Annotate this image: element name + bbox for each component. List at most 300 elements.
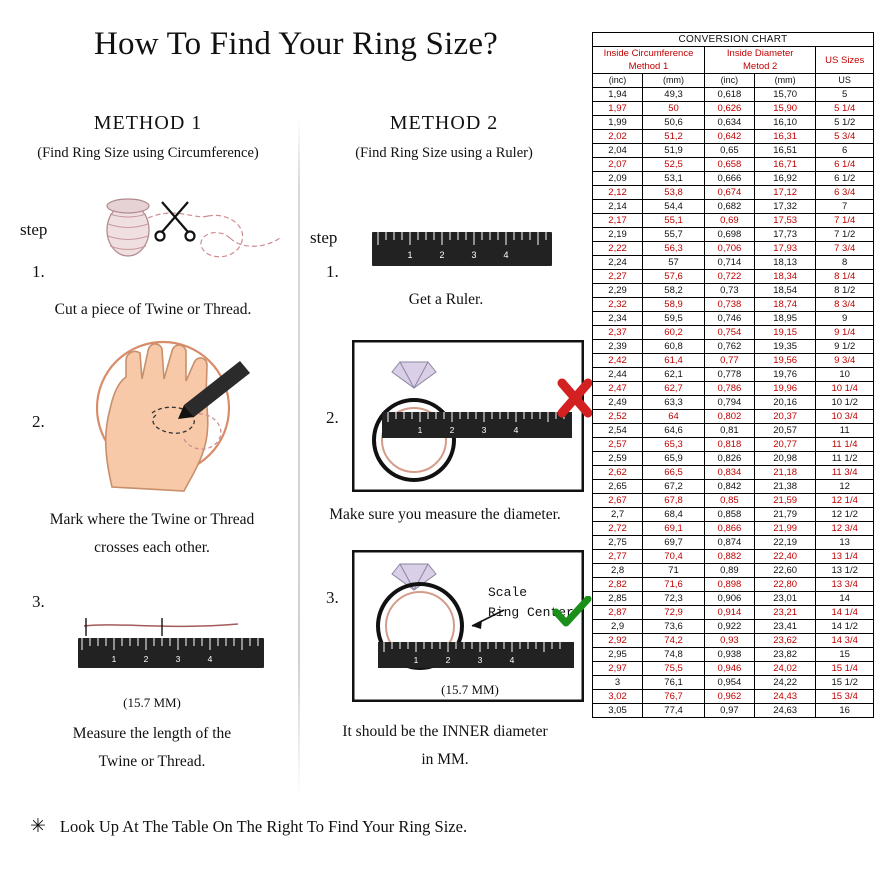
table-row (593, 564, 874, 578)
table-row (593, 480, 874, 494)
table-cell: 0,842 (704, 480, 754, 494)
unit-cell: (mm) (643, 74, 705, 88)
table-row (593, 620, 874, 634)
table-row (593, 382, 874, 396)
table-row (593, 438, 874, 452)
table-cell: 51,2 (643, 130, 705, 144)
table-cell: 63,3 (643, 396, 705, 410)
table-cell: 15 3/4 (816, 690, 874, 704)
table-cell: 17,32 (754, 200, 815, 214)
table-cell: 10 (816, 368, 874, 382)
footer-text: Look Up At The Table On The Right To Find Your Ring Size. (59, 816, 468, 836)
table-cell: 9 1/4 (816, 326, 874, 340)
table-cell: 23,62 (754, 634, 815, 648)
table-cell: 50,6 (643, 116, 705, 130)
method-2-step-1-caption: Get a Ruler. (408, 291, 484, 308)
table-cell: 0,946 (704, 662, 754, 676)
table-cell: 55,1 (643, 214, 705, 228)
table-cell: 2,07 (593, 158, 643, 172)
svg-text:4: 4 (503, 250, 509, 260)
method-1-measure-note: (15.7 MM) (123, 695, 181, 710)
table-cell: 0,666 (704, 172, 754, 186)
table-row (593, 578, 874, 592)
table-cell: 19,56 (754, 354, 815, 368)
table-cell: 64,6 (643, 424, 705, 438)
table-cell: 2,82 (593, 578, 643, 592)
method-2-step-3-number: 3. (326, 588, 339, 607)
svg-text:3: 3 (471, 250, 477, 260)
table-cell: 16 (816, 704, 874, 718)
table-cell: 2,09 (593, 172, 643, 186)
table-cell: 0,738 (704, 298, 754, 312)
method-2-measure-note: (15.7 MM) (441, 682, 499, 697)
table-cell: 76,7 (643, 690, 705, 704)
table-cell: 2,7 (593, 508, 643, 522)
table-cell: 16,31 (754, 130, 815, 144)
table-row (593, 312, 874, 326)
table-cell: 55,7 (643, 228, 705, 242)
table-cell: 0,65 (704, 144, 754, 158)
table-cell: 0,658 (704, 158, 754, 172)
table-cell: 75,5 (643, 662, 705, 676)
table-cell: 2,95 (593, 648, 643, 662)
table-cell: 2,57 (593, 438, 643, 452)
table-row (593, 676, 874, 690)
table-cell: 6 3/4 (816, 186, 874, 200)
table-cell: 0,778 (704, 368, 754, 382)
table-cell: 14 1/2 (816, 620, 874, 634)
table-cell: 2,02 (593, 130, 643, 144)
table-cell: 1,99 (593, 116, 643, 130)
table-row (593, 172, 874, 186)
table-cell: 12 (816, 480, 874, 494)
table-cell: 10 3/4 (816, 410, 874, 424)
table-row (593, 424, 874, 438)
table-cell: 0,802 (704, 410, 754, 424)
table-cell: 2,12 (593, 186, 643, 200)
table-row (593, 690, 874, 704)
table-cell: 18,34 (754, 270, 815, 284)
table-cell: 7 3/4 (816, 242, 874, 256)
table-row (593, 102, 874, 116)
table-cell: 51,9 (643, 144, 705, 158)
table-cell: 10 1/2 (816, 396, 874, 410)
column-divider (298, 118, 300, 798)
table-cell: 13 3/4 (816, 578, 874, 592)
table-cell: 21,38 (754, 480, 815, 494)
table-cell: 16,51 (754, 144, 815, 158)
table-cell: 54,4 (643, 200, 705, 214)
hand-illustration (60, 335, 290, 495)
table-cell: 20,37 (754, 410, 815, 424)
footer-note (30, 815, 590, 838)
table-cell: 0,642 (704, 130, 754, 144)
table-cell: 69,7 (643, 536, 705, 550)
svg-text:2: 2 (439, 250, 445, 260)
table-cell: 2,29 (593, 284, 643, 298)
table-cell: 8 (816, 256, 874, 270)
table-cell: 72,3 (643, 592, 705, 606)
table-cell: 2,52 (593, 410, 643, 424)
table-row (593, 186, 874, 200)
table-cell: 2,75 (593, 536, 643, 550)
table-cell: 22,19 (754, 536, 815, 550)
table-cell: 0,786 (704, 382, 754, 396)
table-cell: 18,74 (754, 298, 815, 312)
table-cell: 14 3/4 (816, 634, 874, 648)
table-cell: 20,98 (754, 452, 815, 466)
table-row (593, 88, 874, 102)
table-cell: 49,3 (643, 88, 705, 102)
table-cell: 0,954 (704, 676, 754, 690)
method-2-wrong-diagram (352, 340, 584, 492)
method-2-heading: METHOD 2 (389, 112, 499, 134)
method-1-step-2-caption-line2: crosses each other. (94, 539, 210, 556)
method-2-step-1-number: 1. (326, 262, 339, 281)
table-cell: 2,92 (593, 634, 643, 648)
table-row (593, 634, 874, 648)
table-cell: 0,674 (704, 186, 754, 200)
method-1-step-2-caption-line1: Mark where the Twine or Thread (49, 511, 255, 528)
table-cell: 5 1/4 (816, 102, 874, 116)
table-cell: 3 (593, 676, 643, 690)
table-cell: 0,898 (704, 578, 754, 592)
unit-cell: (inc) (593, 74, 643, 88)
table-cell: 5 3/4 (816, 130, 874, 144)
table-cell: 0,826 (704, 452, 754, 466)
table-cell: 2,42 (593, 354, 643, 368)
method-1-step-word: step (20, 220, 48, 239)
table-cell: 18,95 (754, 312, 815, 326)
table-cell: 1,94 (593, 88, 643, 102)
table-cell: 11 1/4 (816, 438, 874, 452)
table-row (593, 536, 874, 550)
group-header-line2: Method 1 (628, 61, 669, 72)
method-2-subheading: (Find Ring Size using a Ruler) (355, 145, 533, 161)
svg-text:2: 2 (143, 654, 149, 664)
method-1-step-1-caption: Cut a piece of Twine or Thread. (54, 301, 252, 318)
conversion-table-area (592, 32, 874, 718)
table-row (593, 256, 874, 270)
table-cell: 2,54 (593, 424, 643, 438)
table-row (593, 144, 874, 158)
table-cell: 2,87 (593, 606, 643, 620)
table-cell: 2,9 (593, 620, 643, 634)
table-cell: 15,90 (754, 102, 815, 116)
conversion-table (592, 32, 874, 718)
table-cell: 77,4 (643, 704, 705, 718)
table-cell: 62,1 (643, 368, 705, 382)
table-cell: 70,4 (643, 550, 705, 564)
unit-cell: (inc) (704, 74, 754, 88)
table-row (593, 508, 874, 522)
table-cell: 12 1/2 (816, 508, 874, 522)
table-cell: 14 1/4 (816, 606, 874, 620)
svg-text:3: 3 (481, 425, 487, 435)
method-2-step-2-caption: Make sure you measure the diameter. (329, 506, 561, 523)
page-title: How To Find Your Ring Size? (93, 26, 499, 62)
table-cell: 24,02 (754, 662, 815, 676)
table-cell: 0,85 (704, 494, 754, 508)
table-cell: 57,6 (643, 270, 705, 284)
table-row (593, 228, 874, 242)
table-cell: 76,1 (643, 676, 705, 690)
table-row (593, 368, 874, 382)
table-cell: 16,10 (754, 116, 815, 130)
table-cell: 15,70 (754, 88, 815, 102)
table-row (593, 116, 874, 130)
table-cell: 16,71 (754, 158, 815, 172)
table-cell: 22,80 (754, 578, 815, 592)
table-cell: 58,2 (643, 284, 705, 298)
table-row (593, 662, 874, 676)
table-cell: 0,762 (704, 340, 754, 354)
table-cell: 2,85 (593, 592, 643, 606)
table-cell: 19,15 (754, 326, 815, 340)
correct-mark-icon (552, 596, 592, 630)
table-cell: 24,43 (754, 690, 815, 704)
table-cell: 2,14 (593, 200, 643, 214)
table-cell: 0,906 (704, 592, 754, 606)
table-cell: 13 1/2 (816, 564, 874, 578)
asterisk-icon: ✳ (30, 816, 46, 837)
method-1-step-1-number: 1. (32, 262, 45, 281)
table-cell: 2,34 (593, 312, 643, 326)
table-cell: 0,834 (704, 466, 754, 480)
table-cell: 60,2 (643, 326, 705, 340)
table-cell: 0,714 (704, 256, 754, 270)
table-cell: 20,16 (754, 396, 815, 410)
table-cell: 2,17 (593, 214, 643, 228)
table-title: CONVERSION CHART (593, 33, 874, 47)
method-2-step-3-caption-line2: in MM. (421, 751, 469, 768)
group-header-line2: Metod 2 (743, 61, 778, 72)
table-row (593, 466, 874, 480)
table-cell: 20,77 (754, 438, 815, 452)
method-2-correct-diagram (352, 550, 584, 702)
table-cell: 18,54 (754, 284, 815, 298)
table-cell: 0,754 (704, 326, 754, 340)
table-cell: 60,8 (643, 340, 705, 354)
table-cell: 0,746 (704, 312, 754, 326)
table-cell: 2,49 (593, 396, 643, 410)
table-row (593, 298, 874, 312)
table-cell: 0,882 (704, 550, 754, 564)
table-cell: 21,99 (754, 522, 815, 536)
table-cell: 0,97 (704, 704, 754, 718)
table-row (593, 284, 874, 298)
table-cell: 71 (643, 564, 705, 578)
table-cell: 23,01 (754, 592, 815, 606)
table-cell: 68,4 (643, 508, 705, 522)
table-cell: 7 1/2 (816, 228, 874, 242)
twine-illustration (90, 198, 290, 288)
table-cell: 5 (816, 88, 874, 102)
table-cell: 67,2 (643, 480, 705, 494)
table-cell: 16,92 (754, 172, 815, 186)
table-cell: 15 (816, 648, 874, 662)
table-cell: 64 (643, 410, 705, 424)
table-row (593, 452, 874, 466)
table-cell: 2,04 (593, 144, 643, 158)
svg-text:2: 2 (449, 425, 455, 435)
table-cell: 14 (816, 592, 874, 606)
table-cell: 2,47 (593, 382, 643, 396)
table-group-header-circumference (593, 47, 705, 74)
table-cell: 2,62 (593, 466, 643, 480)
table-cell: 2,67 (593, 494, 643, 508)
table-cell: 0,682 (704, 200, 754, 214)
method-1-column (0, 112, 296, 162)
unit-cell: US (816, 74, 874, 88)
scissors-icon (156, 202, 195, 241)
table-cell: 2,37 (593, 326, 643, 340)
wrong-mark-icon (556, 376, 594, 420)
table-cell: 17,12 (754, 186, 815, 200)
table-cell: 3,02 (593, 690, 643, 704)
method-2-step-2-number: 2. (326, 408, 339, 427)
table-cell: 24,63 (754, 704, 815, 718)
table-cell: 0,922 (704, 620, 754, 634)
table-cell: 56,3 (643, 242, 705, 256)
table-row (593, 130, 874, 144)
table-cell: 0,626 (704, 102, 754, 116)
table-cell: 0,938 (704, 648, 754, 662)
table-cell: 0,858 (704, 508, 754, 522)
svg-text:4: 4 (513, 425, 519, 435)
table-cell: 12 3/4 (816, 522, 874, 536)
method-2-step-3-caption-line1: It should be the INNER diameter (342, 723, 548, 740)
table-group-header-us-sizes: US Sizes (816, 47, 874, 74)
method-2-ruler-illustration (372, 228, 572, 274)
table-cell: 50 (643, 102, 705, 116)
table-cell: 15 1/4 (816, 662, 874, 676)
table-cell: 17,73 (754, 228, 815, 242)
table-row (593, 270, 874, 284)
table-cell: 23,21 (754, 606, 815, 620)
table-cell: 53,1 (643, 172, 705, 186)
table-cell: 2,8 (593, 564, 643, 578)
table-cell: 15 1/2 (816, 676, 874, 690)
conversion-table-body (593, 88, 874, 718)
table-cell: 2,77 (593, 550, 643, 564)
table-cell: 0,93 (704, 634, 754, 648)
unit-cell: (mm) (754, 74, 815, 88)
table-cell: 23,41 (754, 620, 815, 634)
table-cell: 11 (816, 424, 874, 438)
table-cell: 67,8 (643, 494, 705, 508)
table-cell: 57 (643, 256, 705, 270)
table-cell: 9 1/2 (816, 340, 874, 354)
table-cell: 62,7 (643, 382, 705, 396)
table-row (593, 396, 874, 410)
table-cell: 7 (816, 200, 874, 214)
table-row (593, 200, 874, 214)
table-cell: 13 (816, 536, 874, 550)
method-2-column (296, 112, 592, 162)
table-cell: 52,5 (643, 158, 705, 172)
table-cell: 2,22 (593, 242, 643, 256)
table-cell: 8 3/4 (816, 298, 874, 312)
table-row (593, 606, 874, 620)
method-1-ruler-illustration (78, 612, 278, 682)
table-cell: 24,22 (754, 676, 815, 690)
table-cell: 0,794 (704, 396, 754, 410)
table-cell: 21,79 (754, 508, 815, 522)
table-row (593, 550, 874, 564)
svg-text:1: 1 (111, 654, 117, 664)
table-cell: 0,706 (704, 242, 754, 256)
table-cell: 19,76 (754, 368, 815, 382)
svg-text:1: 1 (407, 250, 413, 260)
table-cell: 5 1/2 (816, 116, 874, 130)
table-cell: 19,96 (754, 382, 815, 396)
table-cell: 19,35 (754, 340, 815, 354)
table-cell: 0,89 (704, 564, 754, 578)
table-row (593, 326, 874, 340)
table-row (593, 522, 874, 536)
table-cell: 0,618 (704, 88, 754, 102)
table-cell: 2,39 (593, 340, 643, 354)
table-cell: 21,18 (754, 466, 815, 480)
table-row (593, 704, 874, 718)
table-cell: 2,44 (593, 368, 643, 382)
table-cell: 21,59 (754, 494, 815, 508)
table-cell: 0,698 (704, 228, 754, 242)
method-1-subheading: (Find Ring Size using Circumference) (37, 145, 259, 161)
table-cell: 58,9 (643, 298, 705, 312)
table-cell: 2,72 (593, 522, 643, 536)
table-cell: 2,19 (593, 228, 643, 242)
table-cell: 65,9 (643, 452, 705, 466)
table-cell: 0,77 (704, 354, 754, 368)
table-cell: 65,3 (643, 438, 705, 452)
table-cell: 8 1/2 (816, 284, 874, 298)
table-cell: 9 (816, 312, 874, 326)
table-cell: 0,962 (704, 690, 754, 704)
table-cell: 61,4 (643, 354, 705, 368)
table-cell: 66,5 (643, 466, 705, 480)
table-cell: 6 (816, 144, 874, 158)
table-cell: 18,13 (754, 256, 815, 270)
method-1-step-3-caption-line2: Twine or Thread. (98, 753, 206, 770)
table-cell: 11 3/4 (816, 466, 874, 480)
svg-text:4: 4 (207, 654, 213, 664)
table-cell: 9 3/4 (816, 354, 874, 368)
table-row (593, 158, 874, 172)
table-cell: 0,73 (704, 284, 754, 298)
table-cell: 6 1/4 (816, 158, 874, 172)
method-2-step-word: step (310, 228, 338, 247)
table-cell: 1,97 (593, 102, 643, 116)
table-cell: 53,8 (643, 186, 705, 200)
table-cell: 17,93 (754, 242, 815, 256)
table-cell: 73,6 (643, 620, 705, 634)
table-cell: 13 1/4 (816, 550, 874, 564)
table-cell: 59,5 (643, 312, 705, 326)
group-header-line1: Inside Circumference (603, 48, 694, 59)
method-1-heading: METHOD 1 (93, 112, 203, 134)
svg-text:1: 1 (413, 655, 419, 665)
table-cell: 17,53 (754, 214, 815, 228)
method-1-step-3-number: 3. (32, 592, 45, 611)
table-row (593, 214, 874, 228)
table-cell: 2,27 (593, 270, 643, 284)
table-cell: 0,634 (704, 116, 754, 130)
table-cell: 74,8 (643, 648, 705, 662)
table-row (593, 494, 874, 508)
table-cell: 23,82 (754, 648, 815, 662)
